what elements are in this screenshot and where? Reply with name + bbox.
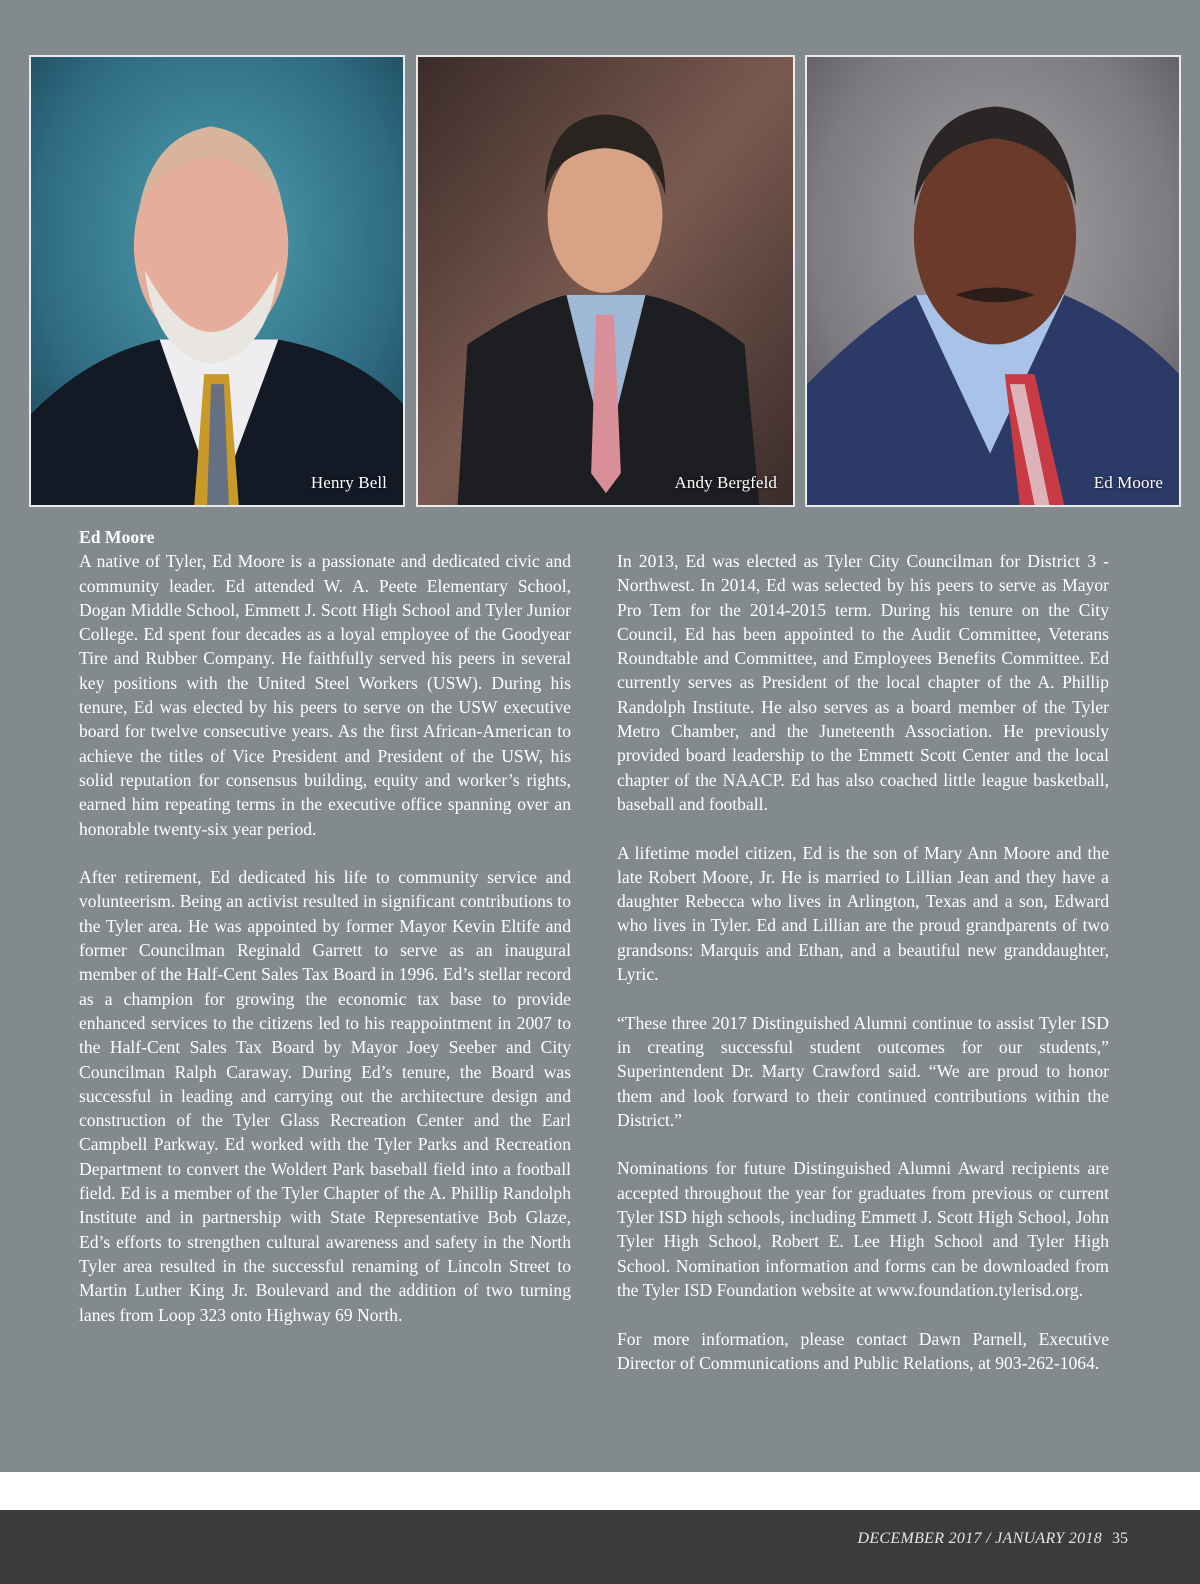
article-paragraph: “These three 2017 Distinguished Alumni continue to assist Tyler ISD in creating successful student outcomes for our students,” Superintendent Dr. Marty Crawford said. “We are proud to honor them and look forward to their continued contributions within the District.”: [617, 1012, 1109, 1130]
article-paragraph: A native of Tyler, Ed Moore is a passionate and dedicated civic and community leader. Ed attended W. A. Peete Elementary School, Dogan Middle School, Emmett J. Scott High School and Tyler Junior College. Ed spent four decades as a loyal employee of the Goodyear Tire and Rubber Company. He faithfully served his peers in several key positions with the United Steel Workers (USW). During his tenure, Ed was elected by his peers to serve on the USW executive board for twelve consecutive years. As the first African-American to achieve the titles of Vice President and President of the USW, his solid reputation for consensus building, equity and worker’s rights, earned him repeating terms in the executive office spanning over an honorable twenty-six year period.: [79, 551, 571, 839]
portrait-andy-bergfeld: [416, 55, 795, 507]
article-heading: Ed Moore: [79, 527, 155, 547]
page-footer: [0, 1510, 1200, 1584]
portrait-image: [807, 57, 1179, 505]
photo-caption: Henry Bell: [310, 473, 387, 492]
article-paragraph: Nominations for future Distinguished Alumni Award recipients are accepted throughout the year for graduates from previous or current Tyler ISD high schools, including Emmett J. Scott High School, John Tyler High School, Robert E. Lee High School and Tyler High School. Nomination information and forms can be downloaded from the Tyler ISD Foundation website at www.foundation.tylerisd.org.: [617, 1158, 1109, 1300]
article-paragraph: For more information, please contact Dawn Parnell, Executive Director of Communications and Public Relations, at 903-262-1064.: [617, 1328, 1109, 1373]
portrait-image: [31, 57, 403, 505]
page-number: 35: [1112, 1530, 1128, 1547]
portrait-henry-bell: [29, 55, 405, 507]
article-paragraph: After retirement, Ed dedicated his life to community service and volunteerism. Being an activist resulted in significant contributions to the Tyler area. He was appointed by former Mayor Kevin Eltife and former Councilman Reginald Garrett to serve as an inaugural member of the Half-Cent Sales Tax Board in 1996. Ed’s stellar record as a champion for growing the economic tax base to provide enhanced services to the citizens led to his reappointment in 2007 to the Half-Cent Sales Tax Board by Mayor Joey Seeber and City Councilman Ralph Caraway. During Ed’s tenure, the Board was successful in leading and carrying out the architecture design and construction of the Tyler Glass Recreation Center and the Earl Campbell Parkway. Ed worked with the Tyler Parks and Recreation Department to convert the Woldert Park baseball field into a football field. Ed is a member of the Tyler Chapter of the A. Phillip Randolph Institute and in partnership with State Representative Bob Glaze, Ed’s efforts to strengthen cultural awareness and safety in the North Tyler area resulted in the successful renaming of Lincoln Street to Martin Luther King Jr. Boulevard and the addition of two turning lanes from Loop 323 onto Highway 69 North.: [79, 867, 571, 1325]
portrait-ed-moore: [805, 55, 1181, 507]
photo-caption: Andy Bergfeld: [674, 473, 777, 492]
footer-text: [857, 1530, 1128, 1548]
article-column-right: [617, 549, 1109, 1399]
photo-caption: Ed Moore: [1093, 473, 1163, 492]
article-column-left: [79, 525, 571, 1351]
article-paragraph: A lifetime model citizen, Ed is the son of Mary Ann Moore and the late Robert Moore, Jr. He is married to Lillian Jean and they have a daughter Rebecca who lives in Arlington, Texas and a son, Edward who lives in Tyler. Ed and Lillian are the proud grandparents of two grandsons: Marquis and Ethan, and a beautiful new granddaughter, Lyric.: [617, 842, 1109, 985]
portrait-image: [418, 57, 793, 505]
article-paragraph: In 2013, Ed was elected as Tyler City Councilman for District 3 - Northwest. In 2014, Ed was selected by his peers to serve as Mayor Pro Tem for the 2014-2015 term. During his tenure on the City Council, Ed has been appointed to the Audit Committee, Veterans Roundtable and Committee, and Employees Benefits Committee. Ed currently serves as President of the local chapter of the A. Phillip Randolph Institute. He also serves as a board member of the Tyler Metro Chamber, and the Juneteenth Association. He previously provided board leadership to the Emmett Scott Center and the local chapter of the NAACP. Ed has also coached little league basketball, baseball and football.: [617, 551, 1109, 814]
issue-date: DECEMBER 2017 / JANUARY 2018: [857, 1530, 1102, 1547]
